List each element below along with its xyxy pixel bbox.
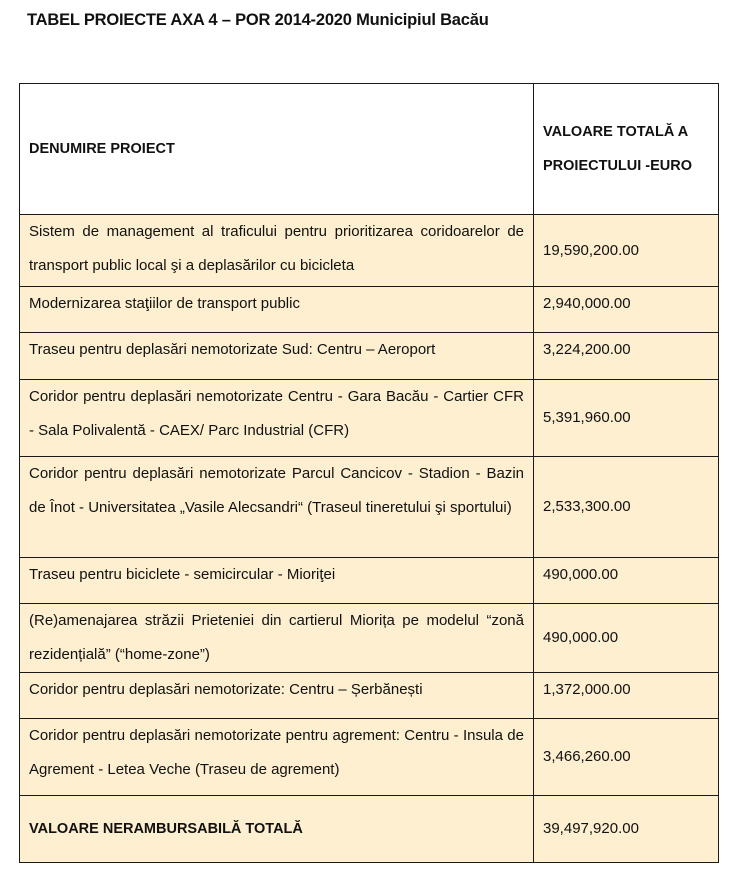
table-row <box>20 287 719 333</box>
project-value: 1,372,000.00 <box>534 673 719 719</box>
document-title: TABEL PROIECTE AXA 4 – POR 2014-2020 Municipiul Bacău <box>27 11 489 29</box>
project-value: 2,533,300.00 <box>534 457 719 558</box>
project-name: Traseu pentru deplasări nemotorizate Sud: Centru – Aeroport <box>20 333 534 380</box>
project-value: 2,940,000.00 <box>534 287 719 333</box>
table-row <box>20 719 719 796</box>
header-total-value-line1: VALOARE TOTALĂ A <box>543 124 689 140</box>
table-row <box>20 604 719 673</box>
total-value: 39,497,920.00 <box>534 796 719 863</box>
project-value: 5,391,960.00 <box>534 380 719 457</box>
table-row <box>20 457 719 558</box>
project-name: (Re)amenajarea străzii Prieteniei din cartierul Miorița pe modelul “zonă rezidențială” (“home-zone”) <box>20 604 534 673</box>
table-row <box>20 558 719 604</box>
table-row <box>20 380 719 457</box>
project-name: Sistem de management al traficului pentru prioritizarea coridoarelor de transport public local şi a deplasărilor cu bicicleta <box>20 215 534 287</box>
header-project-name: DENUMIRE PROIECT <box>20 84 534 215</box>
project-name: Traseu pentru biciclete - semicircular - Mioriţei <box>20 558 534 604</box>
project-value: 490,000.00 <box>534 558 719 604</box>
header-total-value-line2: PROIECTULUI -EURO <box>543 158 693 174</box>
project-name: Modernizarea staţiilor de transport public <box>20 287 534 333</box>
project-name: Coridor pentru deplasări nemotorizate Centru - Gara Bacău - Cartier CFR - Sala Polivalentă - CAEX/ Parc Industrial (CFR) <box>20 380 534 457</box>
table-row <box>20 673 719 719</box>
project-value: 19,590,200.00 <box>534 215 719 287</box>
project-name: Coridor pentru deplasări nemotorizate: Centru – Șerbănești <box>20 673 534 719</box>
total-label: VALOARE NERAMBURSABILĂ TOTALĂ <box>20 796 534 863</box>
project-value: 3,224,200.00 <box>534 333 719 380</box>
project-name: Coridor pentru deplasări nemotorizate Parcul Cancicov - Stadion - Bazin de Înot - Universitatea „Vasile Alecsandri“ (Traseul tineretului şi sportului) <box>20 457 534 558</box>
project-value: 490,000.00 <box>534 604 719 673</box>
header-total-value <box>534 84 719 215</box>
table-row <box>20 215 719 287</box>
total-row <box>20 796 719 863</box>
project-name: Coridor pentru deplasări nemotorizate pentru agrement: Centru - Insula de Agrement - Letea Veche (Traseu de agrement) <box>20 719 534 796</box>
project-value: 3,466,260.00 <box>534 719 719 796</box>
table-header-row <box>20 84 719 215</box>
projects-table <box>19 83 719 863</box>
table-row <box>20 333 719 380</box>
